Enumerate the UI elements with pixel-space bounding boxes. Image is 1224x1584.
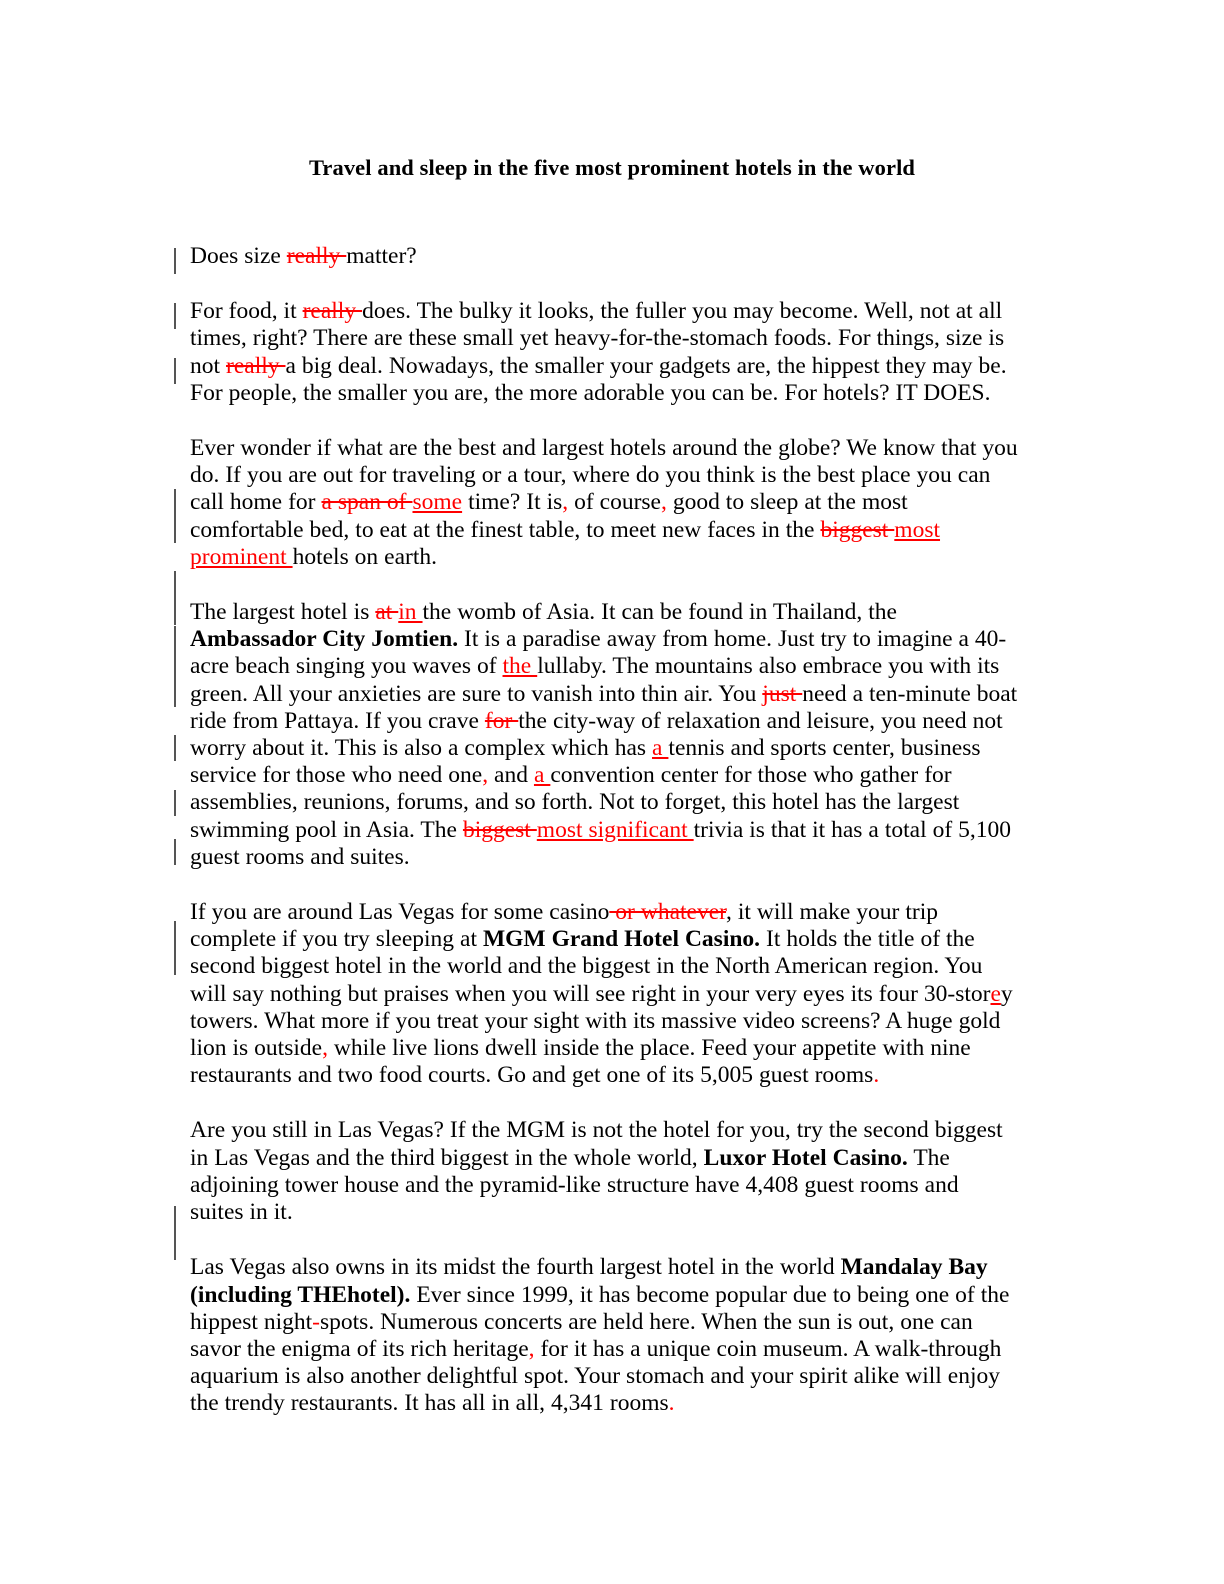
text-run: good to sleep at the most comfortable bed, to eat at the finest table, to meet new faces in the	[190, 489, 908, 543]
page-title: Travel and sleep in the five most prominent hotels in the world	[308, 155, 916, 180]
text-run: It holds the title of the second biggest hotel in the world and the biggest in the North American region. You will say nothing but praises when you will see right in your very eyes its four 30-stor	[190, 926, 991, 1007]
text-run: while live lions dwell inside the place. Feed your appetite with nine restaurants and two food courts. Go and get one of its 5,005 guest rooms	[190, 1035, 971, 1089]
inserted-text: the	[502, 653, 538, 680]
change-bar	[174, 839, 176, 865]
text-run: convention center for those who gather for assemblies, reunions, forums, and so forth. Not to forget, this hotel has the largest swimming pool in Asia. The	[190, 762, 960, 843]
text-run: spots. Numerous concerts are held here. When the sun is out, one can savor the enigma of its rich heritage	[190, 1308, 973, 1362]
change-bar	[174, 1206, 176, 1260]
text-run: the city-way of relaxation and leisure, you need not worry about it. This is also a complex which has	[190, 707, 1003, 762]
deleted-text: just	[762, 680, 803, 707]
change-bar	[174, 790, 176, 816]
text-run: Are you still in Las Vegas? If the MGM is not the hotel for you, try the second biggest in Las Vegas and the third biggest in the whole world,	[190, 1117, 1003, 1171]
deleted-text: biggest	[462, 816, 537, 843]
text-run: The adjoining tower house and the pyramid-like structure have 4,408 guest rooms and suites in it.	[190, 1144, 959, 1226]
text-run: If you are around Las Vegas for some casino	[190, 899, 610, 926]
change-bar	[174, 248, 176, 274]
text-run: the womb of Asia. It can be found in Thailand, the	[422, 599, 897, 626]
text-run: and	[488, 762, 534, 789]
paragraph-p4	[190, 599, 1018, 871]
text-run: tennis and sports center, business service for those who need one	[190, 735, 981, 789]
text-run: Ever since 1999, it has become popular due to being one of the hippest night	[190, 1281, 1010, 1335]
inserted-text: in	[398, 599, 423, 626]
paragraph-p1	[190, 243, 1018, 270]
change-bar	[174, 358, 176, 384]
bold-text: Luxor Hotel Casino.	[703, 1144, 908, 1171]
text-run: lullaby. The mountains also embrace you with its green. All your anxieties are sure to vanish into thin air. You	[190, 653, 1000, 707]
inserted-text: most prominent	[190, 516, 941, 570]
inserted-punctuation: ,	[660, 489, 667, 516]
text-run: It is a paradise away from home. Just try to imagine a 40-acre beach singing you waves of	[190, 626, 1007, 680]
deleted-text: really	[226, 352, 286, 379]
change-bar	[174, 626, 176, 707]
text-run: for it has a unique coin museum. A walk-through aquarium is also another delightful spot. Your stomach and your spirit alike will enjoy the trendy restaurants. It has all in all, 4,341 rooms	[190, 1335, 1002, 1417]
paragraph-p3	[190, 435, 1018, 571]
inserted-text: a	[652, 735, 669, 762]
text-run: Does size	[190, 243, 287, 269]
inserted-text: most significant	[536, 816, 694, 843]
document-body	[190, 243, 1018, 1418]
text-run: y towers. What more if you treat your sight with its massive video screens? A huge gold lion is outside	[190, 980, 1013, 1062]
bold-text: MGM Grand Hotel Casino.	[482, 926, 761, 953]
text-run: For food, it	[190, 298, 303, 325]
deleted-text: a span of	[321, 489, 413, 516]
paragraph-p6	[190, 1117, 1018, 1226]
inserted-text: some	[412, 489, 463, 516]
paragraph-p2	[190, 298, 1018, 407]
paragraph-p7	[190, 1254, 1018, 1417]
text-run: trivia is that it has a total of 5,100 guest rooms and suites.	[190, 816, 1011, 870]
inserted-punctuation: ,	[482, 762, 489, 789]
inserted-punctuation: .	[668, 1390, 675, 1417]
text-run: time? It is	[462, 489, 563, 516]
bold-text: Ambassador City Jomtien.	[190, 626, 459, 653]
inserted-text: e	[990, 980, 1001, 1007]
inserted-punctuation: -	[312, 1308, 320, 1335]
inserted-punctuation: ,	[562, 489, 569, 516]
text-run: does. The bulky it looks, the fuller you may become. Well, not at all times, right? There are these small yet heavy-for-the-stomach foods. For things, size is not	[190, 298, 1005, 379]
inserted-text: a	[533, 762, 551, 789]
text-run: , it will make your trip complete if you try sleeping at	[190, 899, 938, 953]
text-run: a big deal. Nowadays, the smaller your gadgets are, the hippest they may be. For people, the smaller you are, the more adorable you can be. For hotels? IT DOES.	[190, 352, 1007, 406]
text-run: hotels on earth.	[292, 543, 438, 570]
text-run: The largest hotel is	[190, 599, 376, 626]
inserted-punctuation: .	[873, 1062, 880, 1089]
deleted-text: biggest	[820, 516, 895, 543]
paragraph-p5	[190, 899, 1018, 1089]
change-bar	[174, 489, 176, 543]
change-bar	[174, 735, 176, 761]
deleted-text: for	[484, 707, 519, 734]
inserted-punctuation: ,	[322, 1035, 328, 1062]
deleted-text: or whatever	[609, 899, 727, 926]
bold-text: Mandalay Bay (including THEhotel).	[190, 1254, 988, 1308]
text-run: matter?	[346, 243, 417, 269]
change-bar	[174, 303, 176, 329]
deleted-text: at	[375, 599, 399, 626]
deleted-text: really	[286, 243, 347, 269]
change-bar	[174, 571, 176, 625]
change-bar	[174, 921, 176, 975]
text-run: Ever wonder if what are the best and largest hotels around the globe? We know that you do. If you are out for traveling or a tour, where do you think is the best place you can call home for	[190, 435, 1018, 516]
text-run: need a ten-minute boat ride from Pattaya. If you crave	[190, 680, 1018, 734]
text-run: of course	[568, 489, 661, 516]
inserted-punctuation: ,	[528, 1335, 535, 1362]
text-run: Las Vegas also owns in its midst the fourth largest hotel in the world	[190, 1254, 841, 1281]
deleted-text: really	[302, 298, 363, 325]
